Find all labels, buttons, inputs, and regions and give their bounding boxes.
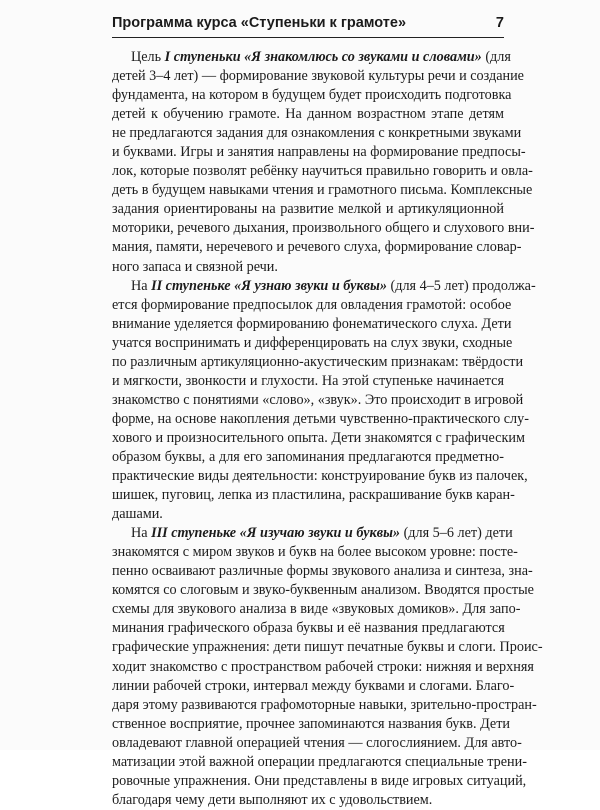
text-line (112, 86, 512, 105)
step-title: II ступеньке «Я узнаю звуки и буквы» (151, 277, 387, 294)
text-segment: благодаря чему дети выполняют их с удовольствием. (112, 791, 433, 808)
text-line (112, 753, 527, 772)
text-segment: (для 4–5 лет) продолжа- (386, 277, 536, 294)
text-segment: ходит знакомство с пространством рабочей строки: нижняя и верхняя (112, 658, 534, 675)
text-segment: ственное восприятие, прочнее запоминаются названия букв. Дети (112, 715, 511, 732)
text-segment: даря этому развиваются графомоторные навыки, зрительно-простран- (112, 696, 537, 713)
text-line (112, 638, 543, 657)
text-segment: ется формирование предпосылок для овладения грамотой: особое (112, 296, 512, 313)
text-line (112, 219, 535, 238)
text-line (112, 696, 537, 715)
text-segment: лок, которые позволят ребёнку научиться правильно говорить и овла- (112, 163, 533, 180)
text-line (112, 619, 504, 638)
text-segment: матизации этой важной операции предлагаются специальные трени- (112, 753, 527, 770)
text-line (112, 486, 515, 505)
text-segment: (для (481, 49, 511, 65)
text-line (112, 105, 504, 124)
text-segment: форме, на основе накопления детьми чувственно-практического слу- (112, 410, 529, 427)
text-line (112, 715, 511, 734)
body-text (112, 48, 543, 810)
text-segment: и мягкости, звонкости и глухости. На этой ступеньке начинается (112, 372, 504, 389)
text-line (112, 543, 518, 562)
text-segment: учатся воспринимать и дифференцировать на слух звуки, сходные (112, 334, 513, 351)
text-segment: по различным артикуляционно-акустическим признакам: твёрдости (112, 353, 524, 370)
page-number: 7 (495, 15, 504, 31)
text-segment: Цель (131, 49, 165, 65)
text-segment: пенно осваивают различные формы звукового анализа и синтеза, зна- (112, 563, 533, 580)
text-segment: деть в будущем навыками чтения и грамотного письма. Комплексные (112, 182, 533, 199)
running-header (112, 13, 504, 38)
text-segment: внимание уделяется формированию фонематического слуха. Дети (112, 315, 512, 332)
paragraph-1 (112, 48, 535, 277)
text-segment: минания графического образа буквы и её названия предлагаются (112, 620, 505, 637)
text-line (112, 791, 504, 810)
text-line (112, 181, 533, 200)
text-line (112, 143, 526, 162)
text-line (112, 334, 513, 353)
text-line (112, 505, 504, 524)
text-line (112, 277, 536, 296)
paragraph-3 (112, 524, 543, 810)
step-title: III ступеньке «Я изучаю звуки и буквы» (151, 525, 401, 542)
text-line (112, 658, 534, 677)
text-segment: знакомство с понятиями «слово», «звук». Это происходит в игровой (112, 391, 524, 408)
text-line (112, 448, 504, 467)
text-segment: графические упражнения: дети пишут печатные буквы и слоги. Проис- (112, 639, 543, 656)
text-line (112, 600, 521, 619)
text-line (112, 200, 504, 219)
text-segment: комятся со слоговым и звуко-буквенным анализом. Вводятся простые (112, 582, 534, 599)
text-segment: детей к обучению грамоте. На данном возрастном этапе детям (112, 106, 504, 123)
text-line (112, 124, 522, 143)
text-segment: фундамента, на котором в будущем будет происходить подготовка (112, 87, 512, 104)
text-line (112, 677, 515, 696)
text-line (112, 581, 534, 600)
text-line (112, 467, 528, 486)
text-line (112, 391, 524, 410)
text-segment: шишек, пуговиц, лепка из пластилина, раскрашивание букв каран- (112, 487, 515, 504)
text-line (112, 772, 527, 791)
text-line (112, 162, 533, 181)
text-line (112, 429, 525, 448)
text-segment: знакомятся с миром звуков и букв на более высоком уровне: посте- (112, 544, 518, 561)
text-segment: ного запаса и связной речи. (112, 258, 278, 275)
step-title: I ступеньки «Я знакомлюсь со звуками и словами» (164, 49, 482, 65)
text-line (112, 238, 522, 257)
header-title: Программа курса «Ступеньки к грамоте» (112, 15, 407, 31)
text-segment: практические виды деятельности: конструирование букв из палочек, (112, 468, 528, 485)
text-segment: (для 5–6 лет) дети (400, 525, 513, 542)
text-segment: На (131, 525, 152, 542)
text-line (112, 48, 511, 67)
text-segment: ровочные упражнения. Они представлены в виде игровых ситуаций, (112, 772, 527, 789)
text-line (112, 524, 513, 543)
text-line (112, 258, 504, 277)
text-line (112, 296, 512, 315)
text-segment: и буквами. Игры и занятия направлены на формирование предпосы- (112, 144, 526, 161)
text-segment: схемы для звукового анализа в виде «звуковых домиков». Для запо- (112, 601, 521, 618)
text-segment: образом буквы, а для его запоминания предлагаются предметно- (112, 448, 504, 465)
text-line (112, 410, 529, 429)
text-segment: овладевают главной операцией чтения — слогослиянием. Для авто- (112, 734, 522, 751)
paragraph-2 (112, 277, 536, 525)
text-line (112, 67, 524, 86)
text-segment: хового и произносительного опыта. Дети знакомятся с графическим (112, 429, 525, 446)
text-segment: моторики, речевого дыхания, произвольного общего и слухового вни- (112, 220, 535, 237)
text-segment: На (131, 277, 152, 294)
text-segment: линии рабочей строки, интервал между буквами и слогами. Благо- (112, 677, 515, 694)
text-line (112, 353, 524, 372)
text-segment: задания ориентированы на развитие мелкой и артикуляционной (112, 201, 504, 218)
text-line (112, 372, 504, 391)
text-segment: дашами. (112, 506, 163, 523)
text-line (112, 562, 533, 581)
text-line (112, 315, 512, 334)
text-segment: не предлагаются задания для ознакомления с конкретными звуками (112, 125, 522, 142)
text-segment: детей 3–4 лет) — формирование звуковой культуры речи и создание (112, 68, 524, 85)
text-segment: мания, памяти, неречевого и речевого слуха, формирование словар- (112, 239, 522, 256)
